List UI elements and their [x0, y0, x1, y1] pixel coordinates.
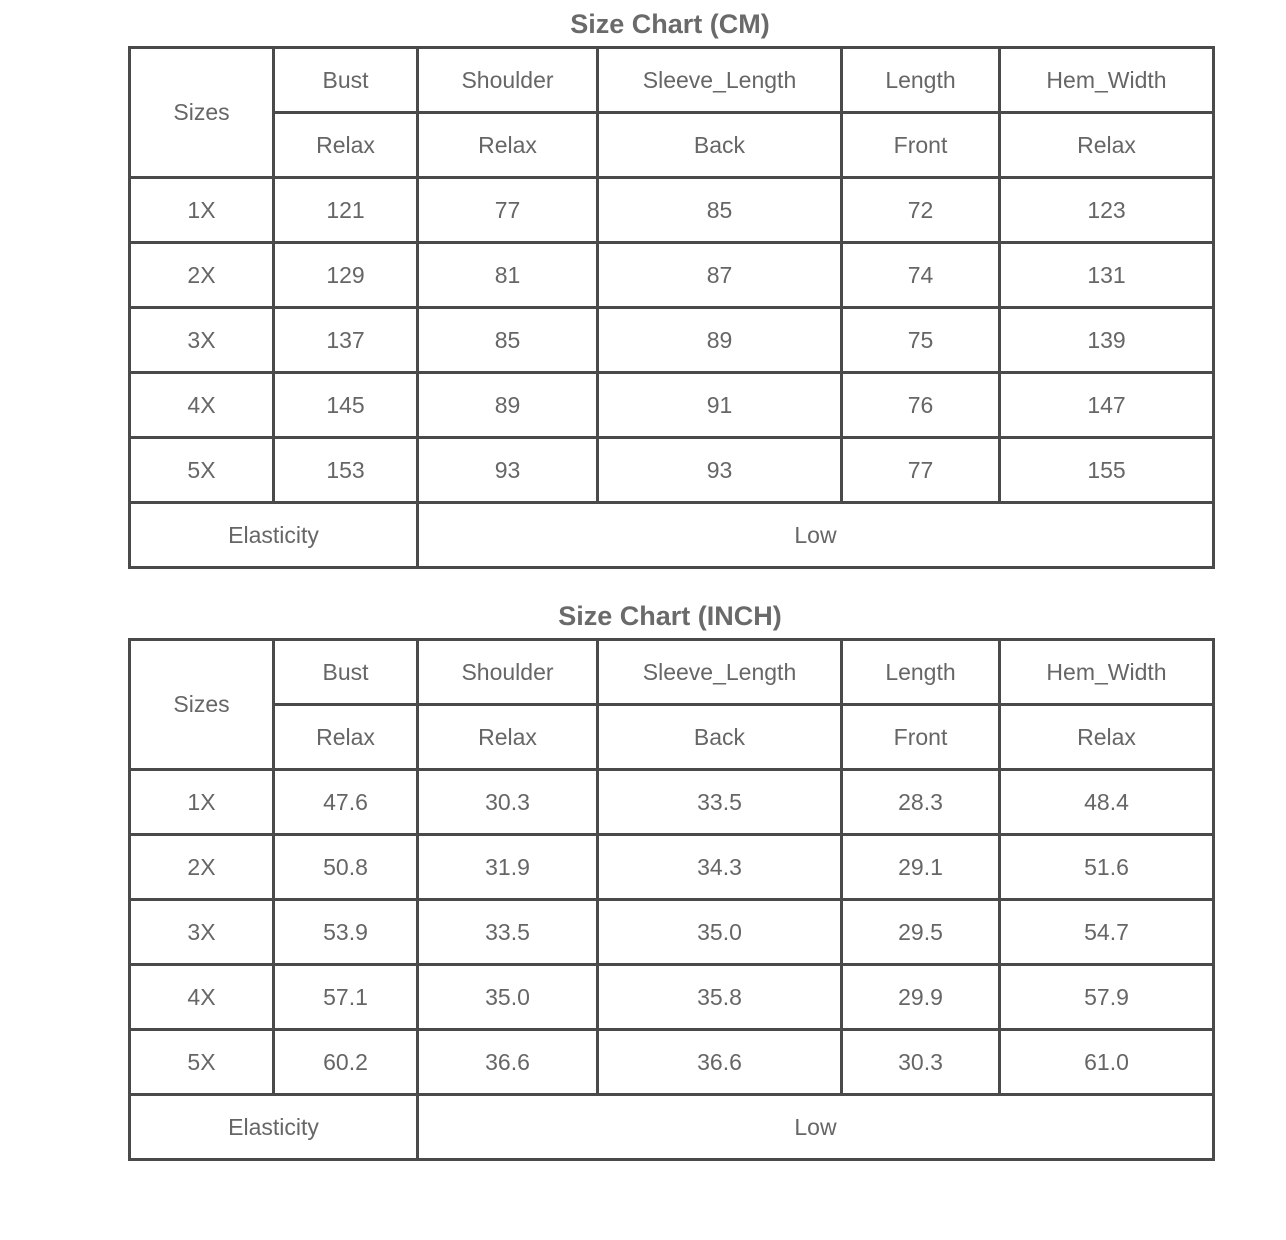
header-sleeve-length: Sleeve_Length [598, 640, 842, 705]
value-cell: 29.9 [842, 965, 1000, 1030]
value-cell: 129 [274, 243, 418, 308]
size-chart-cm [128, 0, 1212, 569]
size-cell: 5X [130, 438, 274, 503]
value-cell: 53.9 [274, 900, 418, 965]
elasticity-value: Low [418, 1095, 1214, 1160]
value-cell: 35.0 [598, 900, 842, 965]
value-cell: 76 [842, 373, 1000, 438]
chart-title: Size Chart (INCH) [558, 601, 782, 631]
elasticity-value: Low [418, 503, 1214, 568]
elasticity-row [130, 503, 1214, 568]
value-cell: 57.1 [274, 965, 418, 1030]
size-cell: 4X [130, 373, 274, 438]
method-length: Front [842, 705, 1000, 770]
value-cell: 57.9 [1000, 965, 1214, 1030]
method-sleeve-length: Back [598, 705, 842, 770]
value-cell: 77 [842, 438, 1000, 503]
value-cell: 50.8 [274, 835, 418, 900]
table-row [130, 900, 1214, 965]
value-cell: 33.5 [598, 770, 842, 835]
size-cell: 1X [130, 770, 274, 835]
header-length: Length [842, 48, 1000, 113]
value-cell: 61.0 [1000, 1030, 1214, 1095]
value-cell: 89 [418, 373, 598, 438]
header-hem-width: Hem_Width [1000, 640, 1214, 705]
size-cell: 3X [130, 308, 274, 373]
size-table-cm [128, 46, 1215, 569]
value-cell: 75 [842, 308, 1000, 373]
value-cell: 34.3 [598, 835, 842, 900]
value-cell: 147 [1000, 373, 1214, 438]
value-cell: 123 [1000, 178, 1214, 243]
header-length: Length [842, 640, 1000, 705]
value-cell: 137 [274, 308, 418, 373]
value-cell: 77 [418, 178, 598, 243]
value-cell: 30.3 [418, 770, 598, 835]
value-cell: 48.4 [1000, 770, 1214, 835]
value-cell: 54.7 [1000, 900, 1214, 965]
value-cell: 93 [418, 438, 598, 503]
size-cell: 2X [130, 835, 274, 900]
table-row [130, 178, 1214, 243]
value-cell: 91 [598, 373, 842, 438]
value-cell: 60.2 [274, 1030, 418, 1095]
table-row [130, 438, 1214, 503]
method-shoulder: Relax [418, 113, 598, 178]
sizes-header: Sizes [130, 48, 274, 178]
value-cell: 121 [274, 178, 418, 243]
size-cell: 4X [130, 965, 274, 1030]
table-row [130, 1030, 1214, 1095]
method-bust: Relax [274, 705, 418, 770]
elasticity-row [130, 1095, 1214, 1160]
method-bust: Relax [274, 113, 418, 178]
value-cell: 35.0 [418, 965, 598, 1030]
elasticity-label: Elasticity [130, 503, 418, 568]
header-bust: Bust [274, 48, 418, 113]
size-chart-inch [128, 592, 1212, 1161]
value-cell: 36.6 [418, 1030, 598, 1095]
measurement-header-row [130, 48, 1214, 113]
value-cell: 139 [1000, 308, 1214, 373]
method-length: Front [842, 113, 1000, 178]
value-cell: 85 [418, 308, 598, 373]
value-cell: 155 [1000, 438, 1214, 503]
method-header-row [130, 705, 1214, 770]
method-sleeve-length: Back [598, 113, 842, 178]
value-cell: 29.5 [842, 900, 1000, 965]
value-cell: 131 [1000, 243, 1214, 308]
header-sleeve-length: Sleeve_Length [598, 48, 842, 113]
table-row [130, 308, 1214, 373]
value-cell: 28.3 [842, 770, 1000, 835]
value-cell: 29.1 [842, 835, 1000, 900]
value-cell: 72 [842, 178, 1000, 243]
header-hem-width: Hem_Width [1000, 48, 1214, 113]
table-row [130, 373, 1214, 438]
value-cell: 33.5 [418, 900, 598, 965]
header-bust: Bust [274, 640, 418, 705]
chart-title: Size Chart (CM) [570, 9, 770, 39]
value-cell: 51.6 [1000, 835, 1214, 900]
table-row [130, 965, 1214, 1030]
size-cell: 3X [130, 900, 274, 965]
header-shoulder: Shoulder [418, 640, 598, 705]
value-cell: 81 [418, 243, 598, 308]
value-cell: 145 [274, 373, 418, 438]
measurement-header-row [130, 640, 1214, 705]
value-cell: 31.9 [418, 835, 598, 900]
value-cell: 89 [598, 308, 842, 373]
value-cell: 35.8 [598, 965, 842, 1030]
size-cell: 1X [130, 178, 274, 243]
table-row [130, 243, 1214, 308]
value-cell: 153 [274, 438, 418, 503]
table-row [130, 835, 1214, 900]
size-cell: 5X [130, 1030, 274, 1095]
method-hem-width: Relax [1000, 113, 1214, 178]
method-hem-width: Relax [1000, 705, 1214, 770]
method-shoulder: Relax [418, 705, 598, 770]
value-cell: 93 [598, 438, 842, 503]
value-cell: 47.6 [274, 770, 418, 835]
value-cell: 87 [598, 243, 842, 308]
value-cell: 36.6 [598, 1030, 842, 1095]
method-header-row [130, 113, 1214, 178]
table-row [130, 770, 1214, 835]
size-table-inch [128, 638, 1215, 1161]
value-cell: 85 [598, 178, 842, 243]
size-cell: 2X [130, 243, 274, 308]
sizes-header: Sizes [130, 640, 274, 770]
value-cell: 74 [842, 243, 1000, 308]
value-cell: 30.3 [842, 1030, 1000, 1095]
elasticity-label: Elasticity [130, 1095, 418, 1160]
header-shoulder: Shoulder [418, 48, 598, 113]
